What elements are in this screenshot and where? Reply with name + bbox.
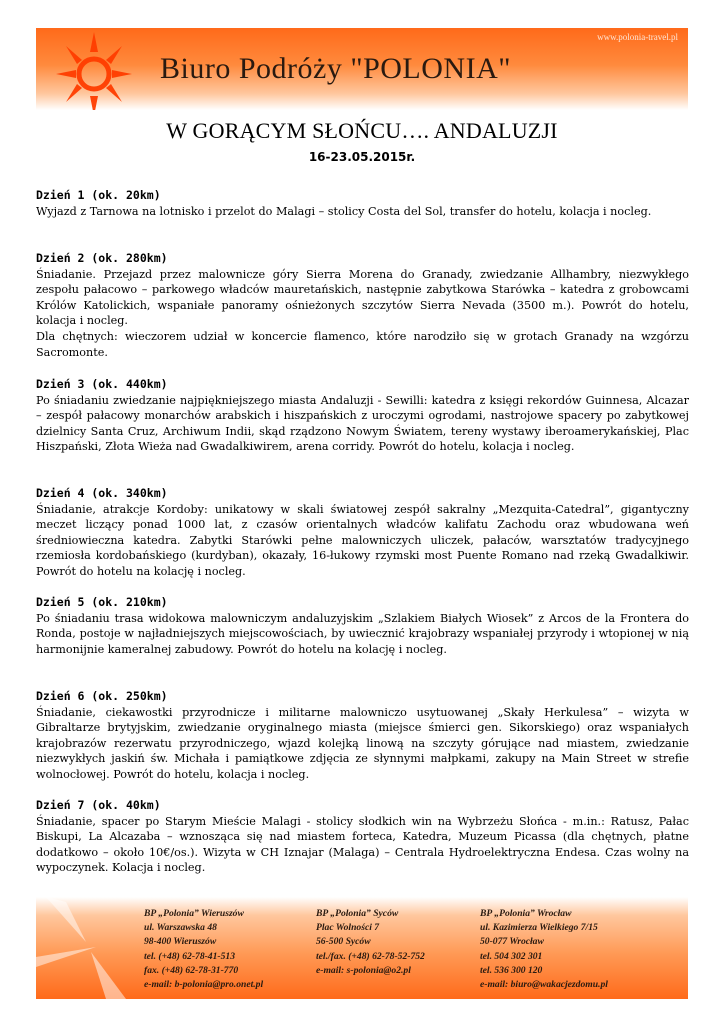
page-title: W GORĄCYM SŁOŃCU…. ANDALUZJI (166, 118, 558, 143)
day-section (36, 595, 689, 657)
office-city: 50-077 Wrocław (480, 936, 544, 948)
day-description: Po śniadaniu zwiedzanie najpiękniejszego miasta Andaluzji - Sewilli: katedra z księgi rekordów Guinnesa, Alcazar – zespół pałacowy monarchów arabskich i hiszpańskich z uroczymi ogrodami, nastrojowe spacery po zabytkowej dzielnicy Santa Cruz, Archiwum Indii, skąd rządzono Nowym Światem, tereny wystawy iberoamerykańskiej, Plac Hiszpański, Złota Wieża nad Gwadalkiwirem, arena corridy. Powrót do hotelu, kolacja i nocleg. (36, 393, 689, 454)
office-name: BP „Polonia” Wieruszów (144, 908, 244, 919)
office-phone-2: tel. 536 300 120 (480, 964, 543, 976)
day-description: Śniadanie, ciekawostki przyrodnicze i militarne malowniczo usytuowanej „Skały Herkulesa” – wizyta w Gibraltarze brytyjskim, zwiedzanie oryginalnego miasta (miejsce śmierci gen. Sikorskiego) oraz wspaniałych krajobrazów rezerwatu przyrodniczego, wjazd kolejką linową na szczyty górujące nad miastem, zwiedzanie niezwykłych jaskiń św. Michała i pamiątkowe zdjęcia ze słynnymi małpkami, zakupy na Main Street w strefie wolnocłowej. Powrót do hotelu, kolacja i nocleg. (36, 705, 689, 781)
sun-logo-icon (54, 30, 134, 110)
trip-dates: 16-23.05.2015r. (308, 150, 416, 164)
day-description: Dla chętnych: wieczorem udział w koncercie flamenco, które narodziło się w grotach Granady na wzgórzu Sacromonte. (36, 329, 689, 359)
day-heading: Dzień 6 (ok. 250km) (36, 689, 168, 703)
office-street: ul. Warszawska 48 (144, 922, 217, 934)
day-heading: Dzień 5 (ok. 210km) (36, 595, 168, 609)
day-description: Śniadanie, spacer po Starym Mieście Malagi - stolicy słodkich win na Wybrzeżu Słońca - m.in.: Ratusz, Pałac Biskupi, La Alcazaba – wznosząca się nad miastem forteca, Katedra, Muzeum Picassa (dla chętnych, płatne dodatkowo – około 10€/os.). Wizyta w CH Iznajar (Malaga) – Centrala Hydroelektryczna Endesa. Czas wolny na wypoczynek. Kolacja i nocleg. (36, 814, 689, 875)
agency-title: Biuro Podróży "POLONIA" (160, 52, 511, 85)
office-fax: fax. (+48) 62-78-31-770 (144, 964, 239, 976)
day-heading: Dzień 2 (ok. 280km) (36, 251, 168, 265)
day-section (36, 251, 689, 360)
office-street: Plac Wolności 7 (316, 922, 380, 934)
office-wieruszow (144, 907, 263, 992)
office-phone: tel./fax. (+48) 62-78-52-752 (316, 950, 425, 962)
day-heading: Dzień 7 (ok. 40km) (36, 798, 161, 812)
office-name: BP „Polonia” Wrocław (480, 908, 572, 919)
office-wroclaw (480, 907, 608, 992)
office-sycow (316, 907, 425, 978)
day-section (36, 188, 689, 219)
office-name: BP „Polonia” Syców (316, 908, 399, 919)
day-section (36, 486, 689, 580)
office-email[interactable]: e-mail: b-polonia@pro.onet.pl (144, 979, 264, 991)
day-section (36, 689, 689, 783)
day-heading: Dzień 1 (ok. 20km) (36, 188, 161, 202)
day-section (36, 798, 689, 876)
day-heading: Dzień 4 (ok. 340km) (36, 486, 168, 500)
website-url[interactable]: www.polonia-travel.pl (597, 32, 678, 42)
footer-contacts (36, 897, 688, 999)
office-email[interactable]: e-mail: s-polonia@o2.pl (316, 964, 411, 976)
office-phone: tel. 504 302 301 (480, 950, 543, 962)
office-city: 56-500 Syców (316, 936, 371, 948)
day-heading: Dzień 3 (ok. 440km) (36, 377, 168, 391)
day-description: Wyjazd z Tarnowa na lotnisko i przelot do Malagi – stolicy Costa del Sol, transfer do hotelu, kolacja i nocleg. (36, 204, 652, 218)
day-description: Po śniadaniu trasa widokowa malowniczym andaluzyjskim „Szlakiem Białych Wiosek” z Arcos de la Frontera do Ronda, postoje w najładniejszych miejscowościach, by uwiecznić krajobrazy wspaniałej przyrody i wtopionej w nią harmonijnie kameralnej zabudowy. Powrót do hotelu na kolację i nocleg. (36, 611, 689, 656)
office-city: 98-400 Wieruszów (144, 936, 217, 948)
day-description: Śniadanie. Przejazd przez malownicze góry Sierra Morena do Granady, zwiedzanie Allhambry, niezwykłego zespołu pałacowo – parkowego władców mauretańskich, następnie zabytkowa Starówka – katedra z grobowcami Królów Katolickich, wspaniałe panoramy ośnieżonych szczytów Sierra Nevada (3500 m.). Powrót do hotelu, kolacja i nocleg. (36, 267, 689, 328)
header-banner (36, 28, 688, 110)
day-description: Śniadanie, atrakcje Kordoby: unikatowy w skali światowej zespół sakralny „Mezquita-Catedral”, gigantyczny meczet liczący ponad 1000 lat, z czasów orientalnych władców kalifatu Zachodu oraz wbudowana weń średniowieczna katedra. Zabytki Starówki pełne malowniczych uliczek, pałaców, warsztatów tradycyjnego rzemiosła kordobańskiego (kurdyban), okazały, 16-łukowy rzymski most Puente Romano nad rzeką Gwadalkiwir. Powrót do hotelu na kolację i nocleg. (36, 502, 689, 578)
sun-flare-icon (36, 897, 136, 999)
day-section (36, 377, 689, 455)
office-phone: tel. (+48) 62-78-41-513 (144, 950, 235, 962)
office-email[interactable]: e-mail: biuro@wakacjezdomu.pl (480, 979, 608, 991)
office-street: ul. Kazimierza Wielkiego 7/15 (480, 922, 598, 934)
